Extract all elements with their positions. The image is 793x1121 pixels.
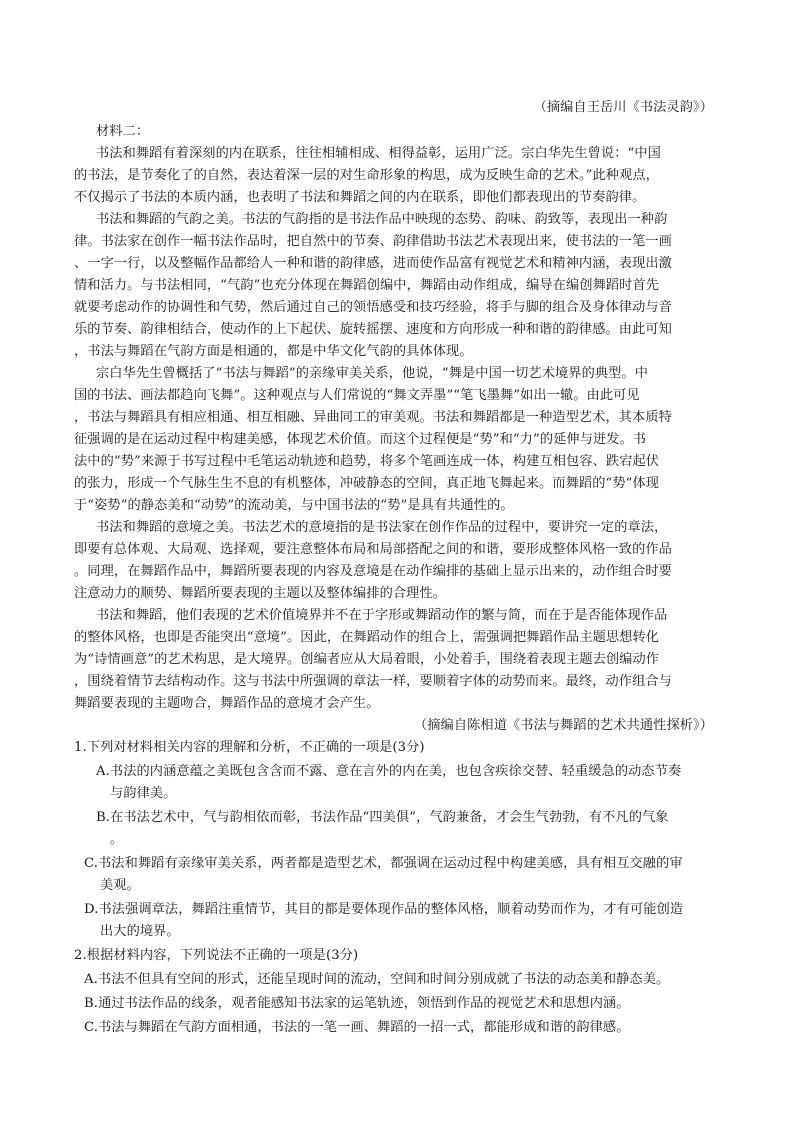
question-2-stem: 2.根据材料内容，下列说法不正确的一项是(3分) (74, 948, 359, 963)
paragraph-line: 舞蹈要表现的主题吻合，舞蹈作品的意境才会产生。 (74, 696, 380, 711)
paragraph-line: 法中的“势”来源于书写过程中毛笔运动轨迹和趋势，将多个笔画连成一体，构建互相包容、跌宕起伏 (74, 454, 660, 469)
paragraph-line: 的书法，是节奏化了的自然，表达着深一层的对生命形象的构思，成为反映生命的艺术。”此种观点， (74, 168, 659, 183)
paragraph-line: 的整体风格，也即是否能突出“意境”。因此，在舞蹈动作的组合上，需强调把舞蹈作品主题思想转化 (74, 630, 660, 645)
paragraph-line: 律。书法家在创作一幅书法作品时，把自然中的节奏、韵律借助书法艺术表现出来，使书法的一笔一画 (74, 234, 672, 249)
paragraph-line: 征强调的是在运动过程中构建美感，体现艺术价值。而这个过程便是“势”和“力”的延伸与迸发。书 (74, 432, 647, 447)
paragraph-line: 书法和舞蹈的气韵之美。书法的气韵指的是书法作品中映现的态势、韵味、韵致等，表现出一种韵 (96, 212, 668, 227)
question-2-option-b: B.通过书法作品的线条，观者能感知书法家的运笔轨迹，领悟到作品的视觉艺术和思想内涵。 (84, 996, 630, 1011)
paragraph-line: 。同理，在舞蹈作品中，舞蹈所要表现的内容及意境是在动作编排的基础上显示出来的，动作组合时要 (74, 564, 672, 579)
paragraph-line: 国的书法、画法都趋向飞舞”。这种观点与人们常说的“舞文弄墨”“笔飞墨舞”如出一辙。由此可见 (74, 388, 640, 403)
paragraph-line: 就要考虑动作的协调性和气势，然后通过自己的领悟感受和技巧经验，将手与脚的组合及身体律动与音 (74, 300, 672, 315)
paragraph-line: 书法和舞蹈，他们表现的艺术价值境界并不在于字形或舞蹈动作的繁与简，而在于是否能体现作品 (96, 608, 668, 623)
paragraph-line: 注意动力的顺势、舞蹈所要表现的主题以及整体编排的合理性。 (74, 586, 447, 601)
paragraph-line: ，围绕着情节去结构动作。这与书法中所强调的章法一样，要顺着字体的动势而来。最终，动作组合与 (74, 674, 672, 689)
paragraph-line: 即要有总体观、大局观、选择观，要注意整体布局和局部搭配之间的和谐，要形成整体风格一致的作品 (74, 542, 672, 557)
question-1-option-c: C.书法和舞蹈有亲缘审美关系，两者都是造型艺术，都强调在运动过程中构建美感，具有相互交融的审 (84, 856, 683, 871)
paragraph-line: 宗白华先生曾概括了“书法与舞蹈”的亲缘审美关系，他说，“舞是中国一切艺术境界的典型。中 (96, 366, 649, 381)
paragraph-line: 、一字一行，以及整幅作品都给人一种和谐的韵律感，进而使作品富有视觉艺术和精神内涵，表现出激 (74, 256, 672, 271)
paragraph-line: 的张力，形成一个气脉生生不息的有机整体，冲破静态的空间，真正地飞舞起来。而舞蹈的“势”体现 (74, 476, 660, 491)
question-2-option-c: C.书法与舞蹈在气韵方面相通，书法的一笔一画、舞蹈的一招一式，都能形成和谐的韵律感。 (84, 1020, 630, 1035)
question-1-option-c-cont: 美观。 (100, 878, 140, 893)
paragraph-line: 情和活力。与书法相同，“气韵”也充分体现在舞蹈创编中，舞蹈由动作组成，编导在编创舞蹈时首先 (74, 278, 660, 293)
question-1-option-a-cont: 与韵律美。 (110, 786, 177, 801)
paragraph-line: 于“姿势”的静态美和“动势”的流动美，与中国书法的“势”是具有共通性的。 (74, 498, 514, 513)
paragraph-line: 书法和舞蹈的意境之美。书法艺术的意境指的是书法家在创作作品的过程中，要讲究一定的章法， (96, 520, 668, 535)
paragraph-line: ，书法与舞蹈具有相应相通、相互相融、异曲同工的审美观。书法和舞蹈都是一种造型艺术，其本质特 (74, 410, 672, 425)
paragraph-line: 不仅揭示了书法的本质内涵，也表明了书法和舞蹈之间的内在联系，即他们都表现出的节奏韵律。 (74, 190, 646, 205)
question-1-option-d: D.书法强调章法，舞蹈注重情节，其目的都是要体现作品的整体风格，顺着动势而作为，才有可能创造 (84, 902, 684, 917)
source-citation-1: （摘编自王岳川《书法灵韵》） (533, 100, 713, 115)
source-citation-2: （摘编自陈相道《书法与舞蹈的艺术共通性探析》） (413, 718, 713, 733)
question-1-stem: 1.下列对材料相关内容的理解和分析，不正确的一项是(3分) (74, 740, 425, 755)
question-1-option-b: B.在书法艺术中，气与韵相依而彰，书法作品“四美俱”，气韵兼备，才会生气勃勃，有不凡的气象 (96, 810, 669, 825)
paragraph-line: 乐的节奏、韵律相结合，使动作的上下起伏、旋转摇摆、速度和方向形成一种和谐的韵律感。由此可知 (74, 322, 672, 337)
paragraph-line: ，书法与舞蹈在气韵方面是相通的，都是中华文化气韵的具体体现。 (74, 344, 473, 359)
question-1-option-d-cont: 出大的境界。 (100, 924, 180, 939)
material-heading: 材料二： (96, 124, 150, 139)
question-1-option-b-cont: 。 (110, 832, 124, 847)
paragraph-line: 为“诗情画意”的艺术构思，是大境界。创编者应从大局着眼，小处着手，围绕着表现主题去创编动作 (74, 652, 660, 667)
paragraph-line: 书法和舞蹈有着深刻的内在联系，往往相辅相成、相得益彰，运用广泛。宗白华先生曾说：“中国 (96, 146, 661, 161)
question-2-option-a: A.书法不但具有空间的形式，还能呈现时间的流动，空间和时间分别成就了书法的动态美和静态美。 (84, 972, 670, 987)
question-1-option-a: A.书法的内涵意蕴之美既包含含而不露、意在言外的内在美，也包含疾徐交替、轻重缓急的动态节奏 (96, 764, 682, 779)
